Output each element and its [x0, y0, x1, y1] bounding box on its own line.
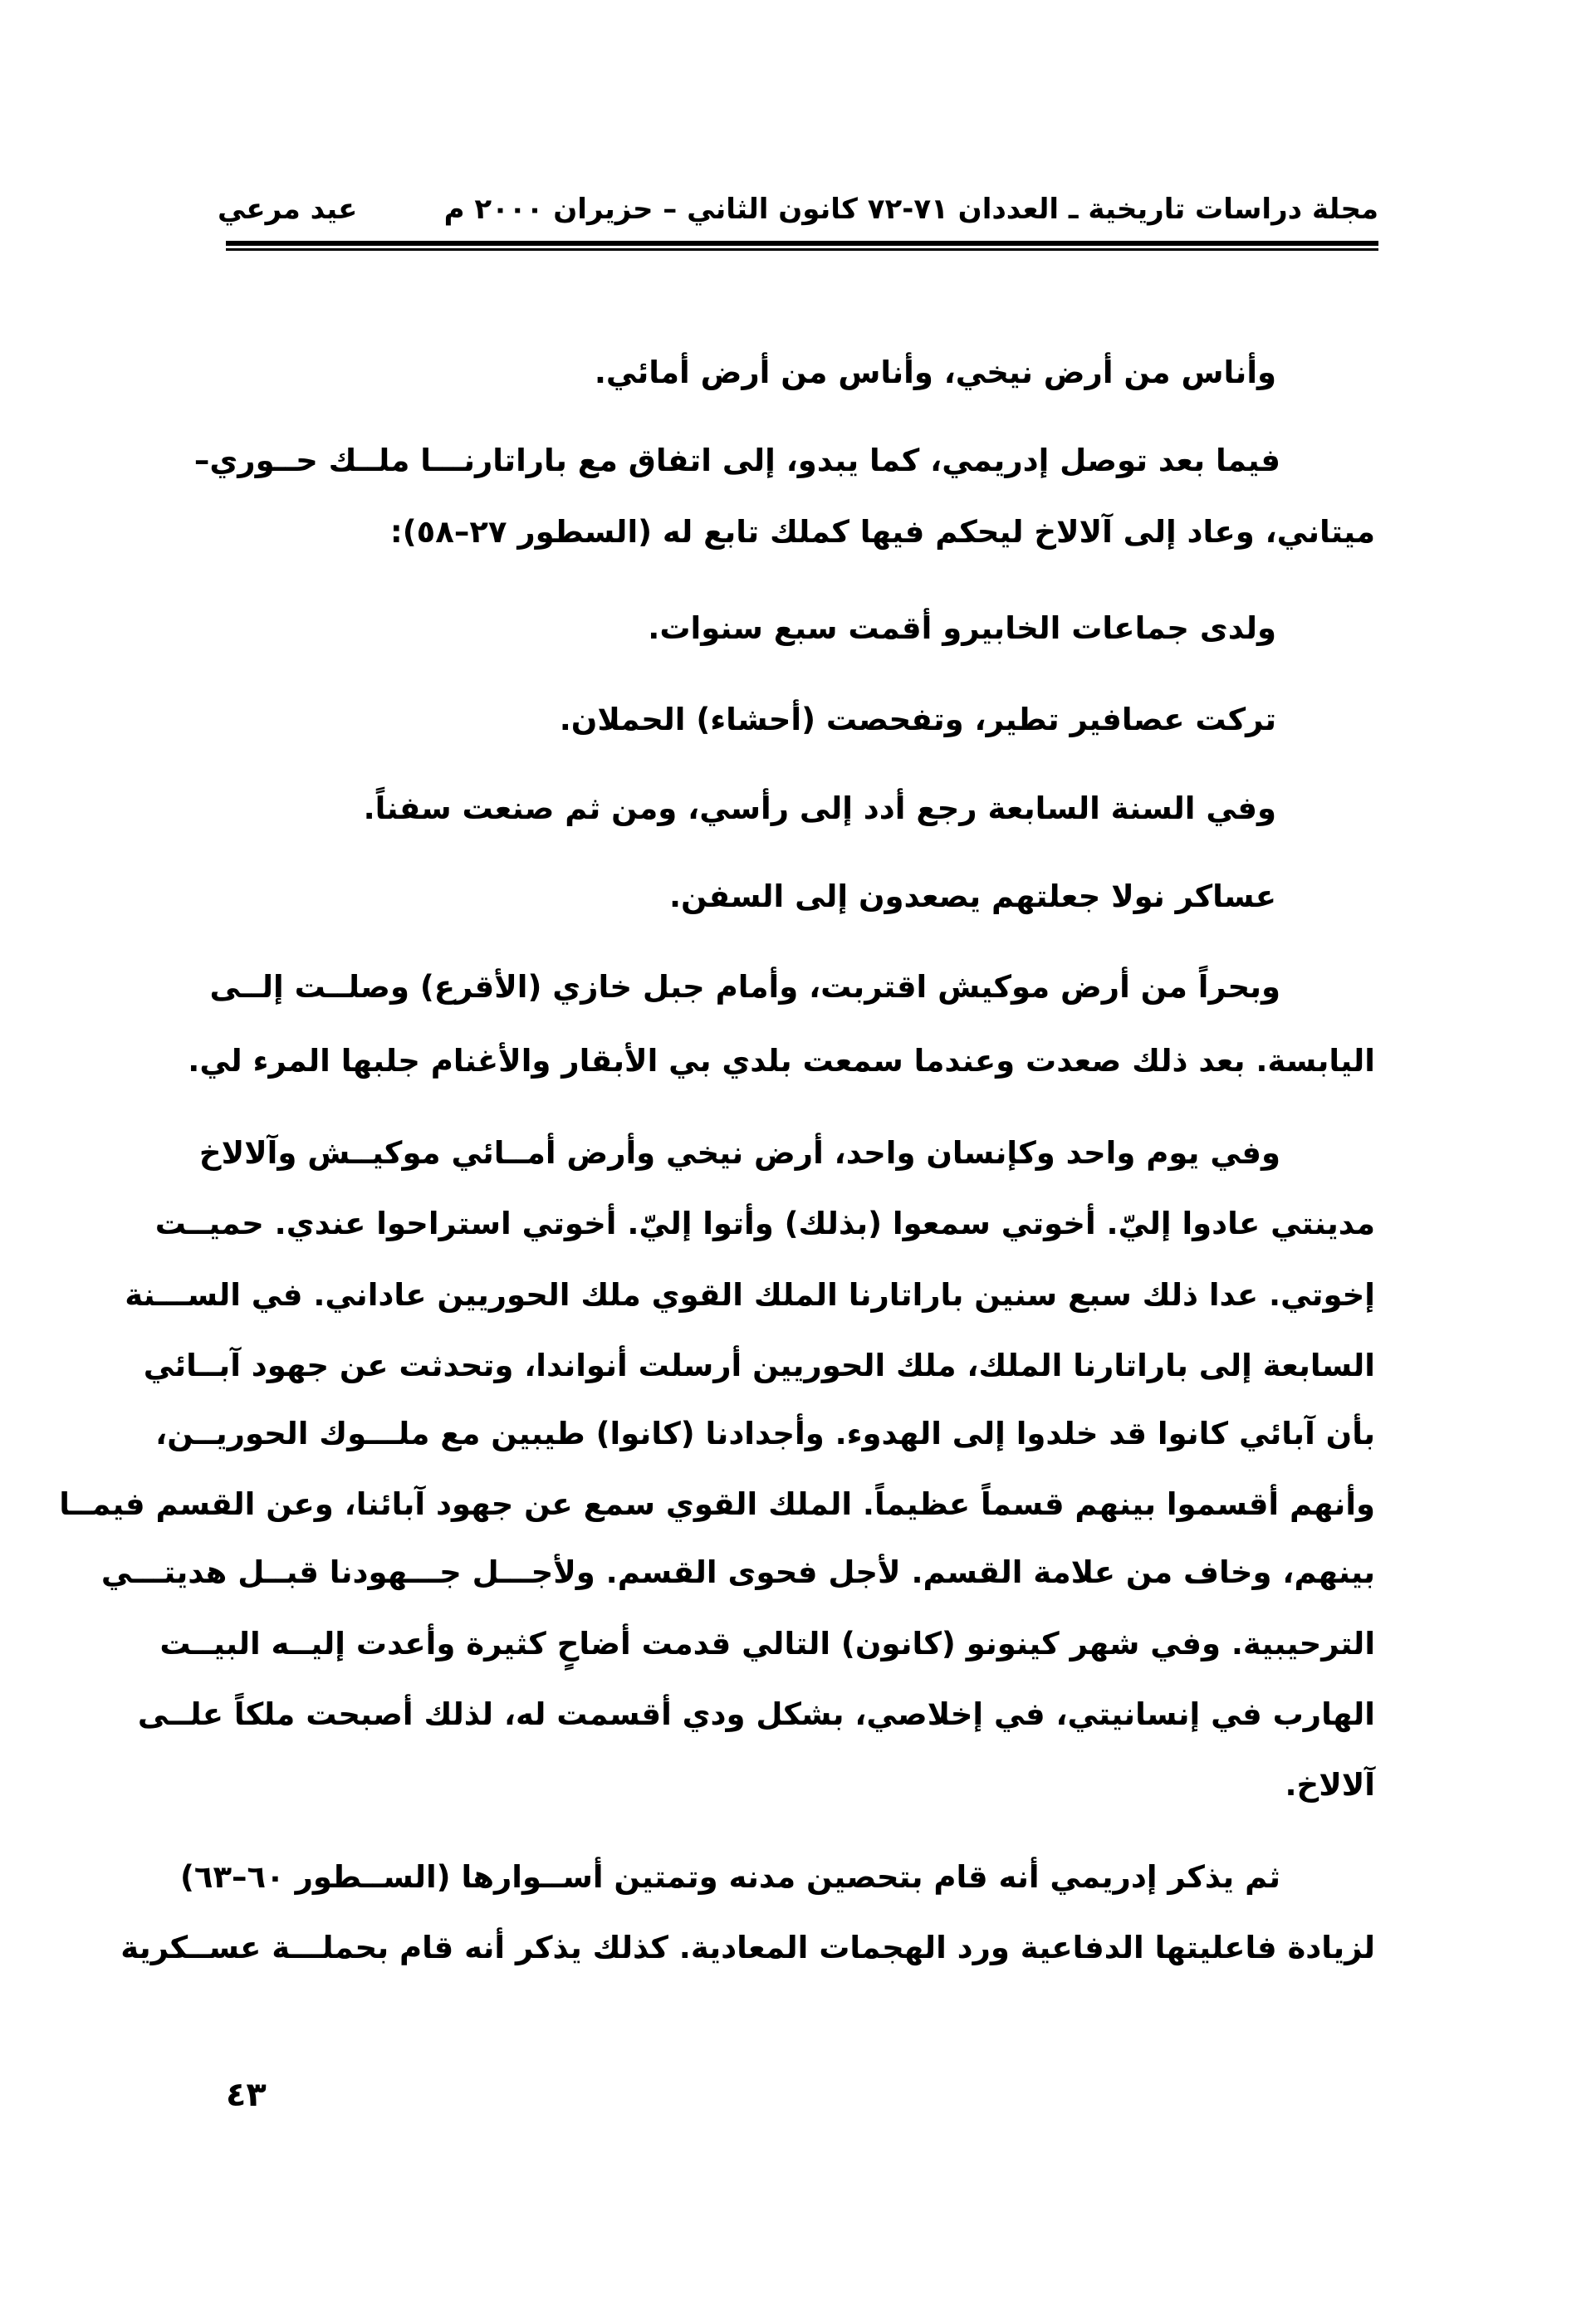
- text-line: بينهم، وخاف من علامة القسم. لأجل فحوى القسم. ولأجـــل جـــهودنا قبــل هديتـــي: [100, 1554, 1375, 1590]
- text-line: وفي يوم واحد وكإنسان واحد، أرض نيخي وأرض أمــائي موكيــش وآلالاخ: [198, 1135, 1280, 1171]
- text-line: إخوتي. عدا ذلك سبع سنين باراتارنا الملك القوي ملك الحوريين عاداني. في الســـنة: [125, 1277, 1375, 1313]
- text-line: آلالاخ.: [1285, 1767, 1375, 1803]
- author-header: عيد مرعي: [218, 193, 358, 226]
- text-line: وأناس من أرض نيخي، وأناس من أرض أمائي.: [594, 355, 1276, 390]
- text-line: لزيادة فاعليتها الدفاعية ورد الهجمات المعادية. كذلك يذكر أنه قام بحملـــة عســكرية: [120, 1930, 1375, 1965]
- text-line: اليابسة. بعد ذلك صعدت وعندما سمعت بلدي بي الأبقار والأغنام جلبها المرء لي.: [188, 1043, 1375, 1079]
- text-line: ولدى جماعات الخابيرو أقمت سبع سنوات.: [648, 610, 1276, 646]
- text-line: وبحراً من أرض موكيش اقتربت، وأمام جبل خازي (الأقرع) وصلــت إلــى: [209, 969, 1280, 1005]
- text-line: ميتاني، وعاد إلى آلالاخ ليحكم فيها كملك تابع له (السطور ٢٧–٥٨):: [389, 514, 1375, 550]
- text-line: السابعة إلى باراتارنا الملك، ملك الحوريين أرسلت أنواندا، وتحدثت عن جهود آبــائي: [143, 1348, 1375, 1383]
- header-rule: [226, 241, 1378, 246]
- journal-header: مجلة دراسات تاريخية ـ العددان ٧١-٧٢ كانون الثاني – حزيران ٢٠٠٠ م: [443, 193, 1378, 226]
- page-number: ٤٣: [226, 2076, 267, 2114]
- text-line: بأن آبائي كانوا قد خلدوا إلى الهدوء. وأجدادنا (كانوا) طيبين مع ملـــوك الحوريــن،: [155, 1416, 1375, 1451]
- header-rule-thin: [226, 248, 1378, 251]
- text-line: فيما بعد توصل إدريمي، كما يبدو، إلى اتفاق مع باراتارنـــا ملــك حــوري–: [193, 443, 1280, 478]
- text-line: ثم يذكر إدريمي أنه قام بتحصين مدنه وتمتين أســوارها (الســطور ٦٠–٦٣): [179, 1859, 1280, 1895]
- text-line: وأنهم أقسموا بينهم قسماً عظيماً. الملك القوي سمع عن جهود آبائنا، وعن القسم فيمــا: [59, 1486, 1375, 1522]
- text-line: تركت عصافير تطير، وتفحصت (أحشاء) الحملان.: [559, 702, 1276, 737]
- text-line: الهارب في إنسانيتي، في إخلاصي، بشكل ودي أقسمت له، لذلك أصبحت ملكاً علــى: [137, 1696, 1375, 1732]
- text-line: الترحيبية. وفي شهر كينونو (كانون) التالي قدمت أضاحٍ كثيرة وأعدت إليــه البيــت: [159, 1626, 1375, 1662]
- text-line: وفي السنة السابعة رجع أدد إلى رأسي، ومن ثم صنعت سفناً.: [363, 790, 1276, 826]
- text-line: عساكر نولا جعلتهم يصعدون إلى السفن.: [668, 879, 1276, 914]
- text-line: مدينتي عادوا إليّ. أخوتي سمعوا (بذلك) وأتوا إليّ. أخوتي استراحوا عندي. حميــت: [154, 1206, 1375, 1241]
